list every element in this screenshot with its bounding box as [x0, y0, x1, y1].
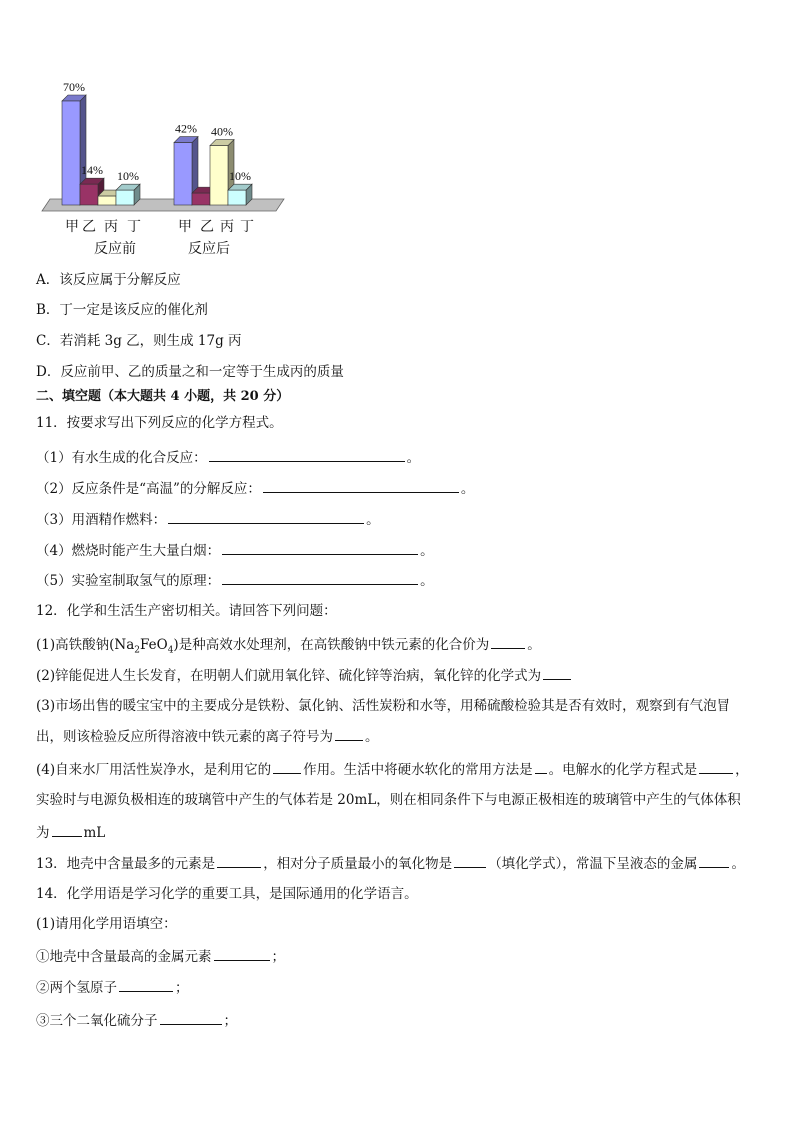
q12-p4-comma: ， — [735, 762, 749, 778]
option-c: C．若消耗 3g 乙，则生成 17g 丙 — [36, 333, 242, 349]
q14-blank3[interactable] — [160, 1010, 222, 1025]
q11-part3-text: （3）用酒精作燃料： — [36, 512, 167, 528]
q12-blank2[interactable] — [543, 665, 571, 680]
bar-0-2 — [98, 196, 116, 205]
chart-svg — [40, 78, 290, 228]
q13-period: 。 — [731, 856, 745, 872]
q14-semi3: ； — [223, 1013, 237, 1029]
q14-item1 — [36, 946, 285, 967]
bar-label-1-0: 42% — [175, 121, 197, 136]
chart1-cat-0: 甲 — [65, 219, 79, 235]
q13-blank1[interactable] — [217, 853, 261, 868]
q11-blank4[interactable] — [222, 540, 418, 555]
bar-label-0-0: 70% — [63, 80, 85, 94]
q11-blank3[interactable] — [168, 509, 364, 524]
q11-period4: 。 — [420, 543, 434, 559]
q12-part4a — [36, 759, 749, 780]
chart2-cat-0: 甲 — [178, 219, 192, 235]
q11-period5: 。 — [420, 573, 434, 589]
q14-item3 — [36, 1010, 237, 1031]
chart2-xlabel: 反应后 — [188, 241, 230, 257]
q12-p4-unit: mL — [83, 825, 106, 841]
q13-text-c: （填化学式），常温下呈液态的金属 — [488, 856, 698, 872]
chart1-xlabel: 反应前 — [94, 241, 136, 257]
q13-text-b: ，相对分子质量最小的氧化物是 — [263, 856, 453, 872]
q12-p2-text: (2)锌能促进人生长发育，在明朝人们就用氧化锌、硫化锌等治病，氧化锌的化学式为 — [36, 668, 542, 684]
q11-period2: 。 — [460, 481, 475, 497]
chart2-cat-3: 丁 — [240, 219, 254, 235]
q12-p1-text-a: (1)高铁酸钠( — [36, 637, 115, 653]
q14-stem: 14．化学用语是学习化学的重要工具，是国际通用的化学语言。 — [36, 886, 418, 902]
option-d: D．反应前甲、乙的质量之和一定等于生成丙的质量 — [36, 364, 344, 380]
q12-part2 — [36, 665, 573, 686]
q11-part4 — [36, 540, 434, 561]
q12-part4c — [36, 822, 105, 843]
q12-p4-text-f: 为 — [36, 825, 50, 841]
bar-1-0 — [174, 143, 192, 205]
chart1-cat-1: 乙 — [82, 219, 96, 235]
q12-p1-text-b: )是种高效水处理剂，在高铁酸钠中铁元素的化合价为 — [173, 637, 490, 653]
q12-p4-text-c: 。电解水的化学方程式是 — [548, 762, 698, 778]
q11-blank1[interactable] — [209, 447, 405, 462]
q12-p4-text-a: (4)自来水厂用活性炭净水，是利用它的 — [36, 762, 272, 778]
bar-0-1 — [80, 184, 98, 205]
q11-part5-text: （5）实验室制取氢气的原理： — [36, 573, 221, 589]
q12-formula-sub2: 4 — [167, 645, 174, 656]
q12-blank3[interactable] — [335, 726, 363, 741]
q14-blank1[interactable] — [214, 946, 270, 961]
q14-item3-text: ③三个二氧化硫分子 — [36, 1013, 158, 1029]
chart1-cat-2: 丙 — [104, 219, 118, 235]
chart2-cat-2: 丙 — [220, 219, 234, 235]
q11-period1: 。 — [406, 450, 421, 466]
q11-part1 — [36, 447, 420, 468]
q14-semi2: ； — [175, 980, 189, 996]
q13-text-a: 13．地壳中含量最多的元素是 — [36, 856, 216, 872]
q12-formula-feo: FeO — [140, 637, 168, 653]
q12-p4-text-b: 作用。生活中将硬水软化的常用方法是 — [303, 762, 533, 778]
option-a: A．该反应属于分解反应 — [36, 272, 181, 288]
q12-blank4c[interactable] — [699, 759, 733, 774]
q13-blank2[interactable] — [454, 853, 486, 868]
q14-part1: (1)请用化学用语填空： — [36, 916, 177, 932]
q12-formula-na: Na — [114, 637, 135, 653]
chart1-cat-3: 丁 — [127, 219, 141, 235]
q11-part3 — [36, 509, 380, 530]
q14-item1-text: ①地壳中含量最高的金属元素 — [36, 949, 212, 965]
q12-part4b: 实验时与电源负极相连的玻璃管中产生的气体若是 20mL，则在相同条件下与电源正极相连的玻璃管中产生的气体体积 — [36, 792, 741, 808]
q11-blank2[interactable] — [263, 478, 459, 493]
option-b: B．丁一定是该反应的催化剂 — [36, 302, 208, 318]
q11-part1-text: （1）有水生成的化合反应： — [36, 450, 207, 466]
q12-p1-period: 。 — [527, 637, 541, 653]
q12-p3-period: 。 — [365, 729, 379, 745]
q11-part5 — [36, 570, 434, 591]
bar-1-1 — [192, 193, 210, 205]
q11-blank5[interactable] — [222, 570, 418, 585]
bar-label-0-3: 10% — [117, 169, 139, 184]
q12-blank1[interactable] — [491, 634, 525, 649]
q12-blank4d[interactable] — [52, 822, 82, 837]
q14-semi1: ； — [271, 949, 285, 965]
q14-item2-text: ②两个氢原子 — [36, 980, 117, 996]
q12-blank4b[interactable] — [535, 759, 547, 774]
section-title: 二、填空题（本大题共 4 小题，共 20 分） — [36, 389, 290, 404]
q12-stem: 12．化学和生活生产密切相关。请回答下列问题： — [36, 603, 337, 619]
bar-label-1-3: 10% — [229, 169, 251, 184]
q11-part2-text: （2）反应条件是“高温”的分解反应： — [36, 481, 261, 497]
bar-chart — [40, 78, 290, 268]
q14-item2 — [36, 977, 189, 998]
q12-part1 — [36, 634, 541, 661]
q13-blank3[interactable] — [699, 853, 729, 868]
q11-stem: 11．按要求写出下列反应的化学方程式。 — [36, 415, 283, 431]
bar-label-0-1: 14% — [81, 163, 103, 178]
q12-part3a: (3)市场出售的暖宝宝中的主要成分是铁粉、氯化钠、活性炭粉和水等，用稀硫酸检验其是否有效时，观察到有气泡冒 — [36, 698, 731, 714]
q12-p3-text: 出，则该检验反应所得溶液中铁元素的离子符号为 — [36, 729, 333, 745]
bar-1-3 — [228, 190, 246, 205]
q14-blank2[interactable] — [119, 977, 173, 992]
q11-part2 — [36, 478, 474, 499]
bar-0-3 — [116, 190, 134, 205]
q13 — [36, 853, 745, 874]
q11-period3: 。 — [366, 512, 380, 528]
q11-part4-text: （4）燃烧时能产生大量白烟： — [36, 543, 221, 559]
bar-1-2 — [210, 146, 228, 205]
q12-blank4a[interactable] — [273, 759, 301, 774]
q12-part3b — [36, 726, 379, 747]
bar-0-0 — [62, 101, 80, 205]
chart2-cat-1: 乙 — [200, 219, 214, 235]
bar-label-1-2: 40% — [211, 124, 233, 139]
q12-formula-sub1: 2 — [134, 645, 140, 656]
